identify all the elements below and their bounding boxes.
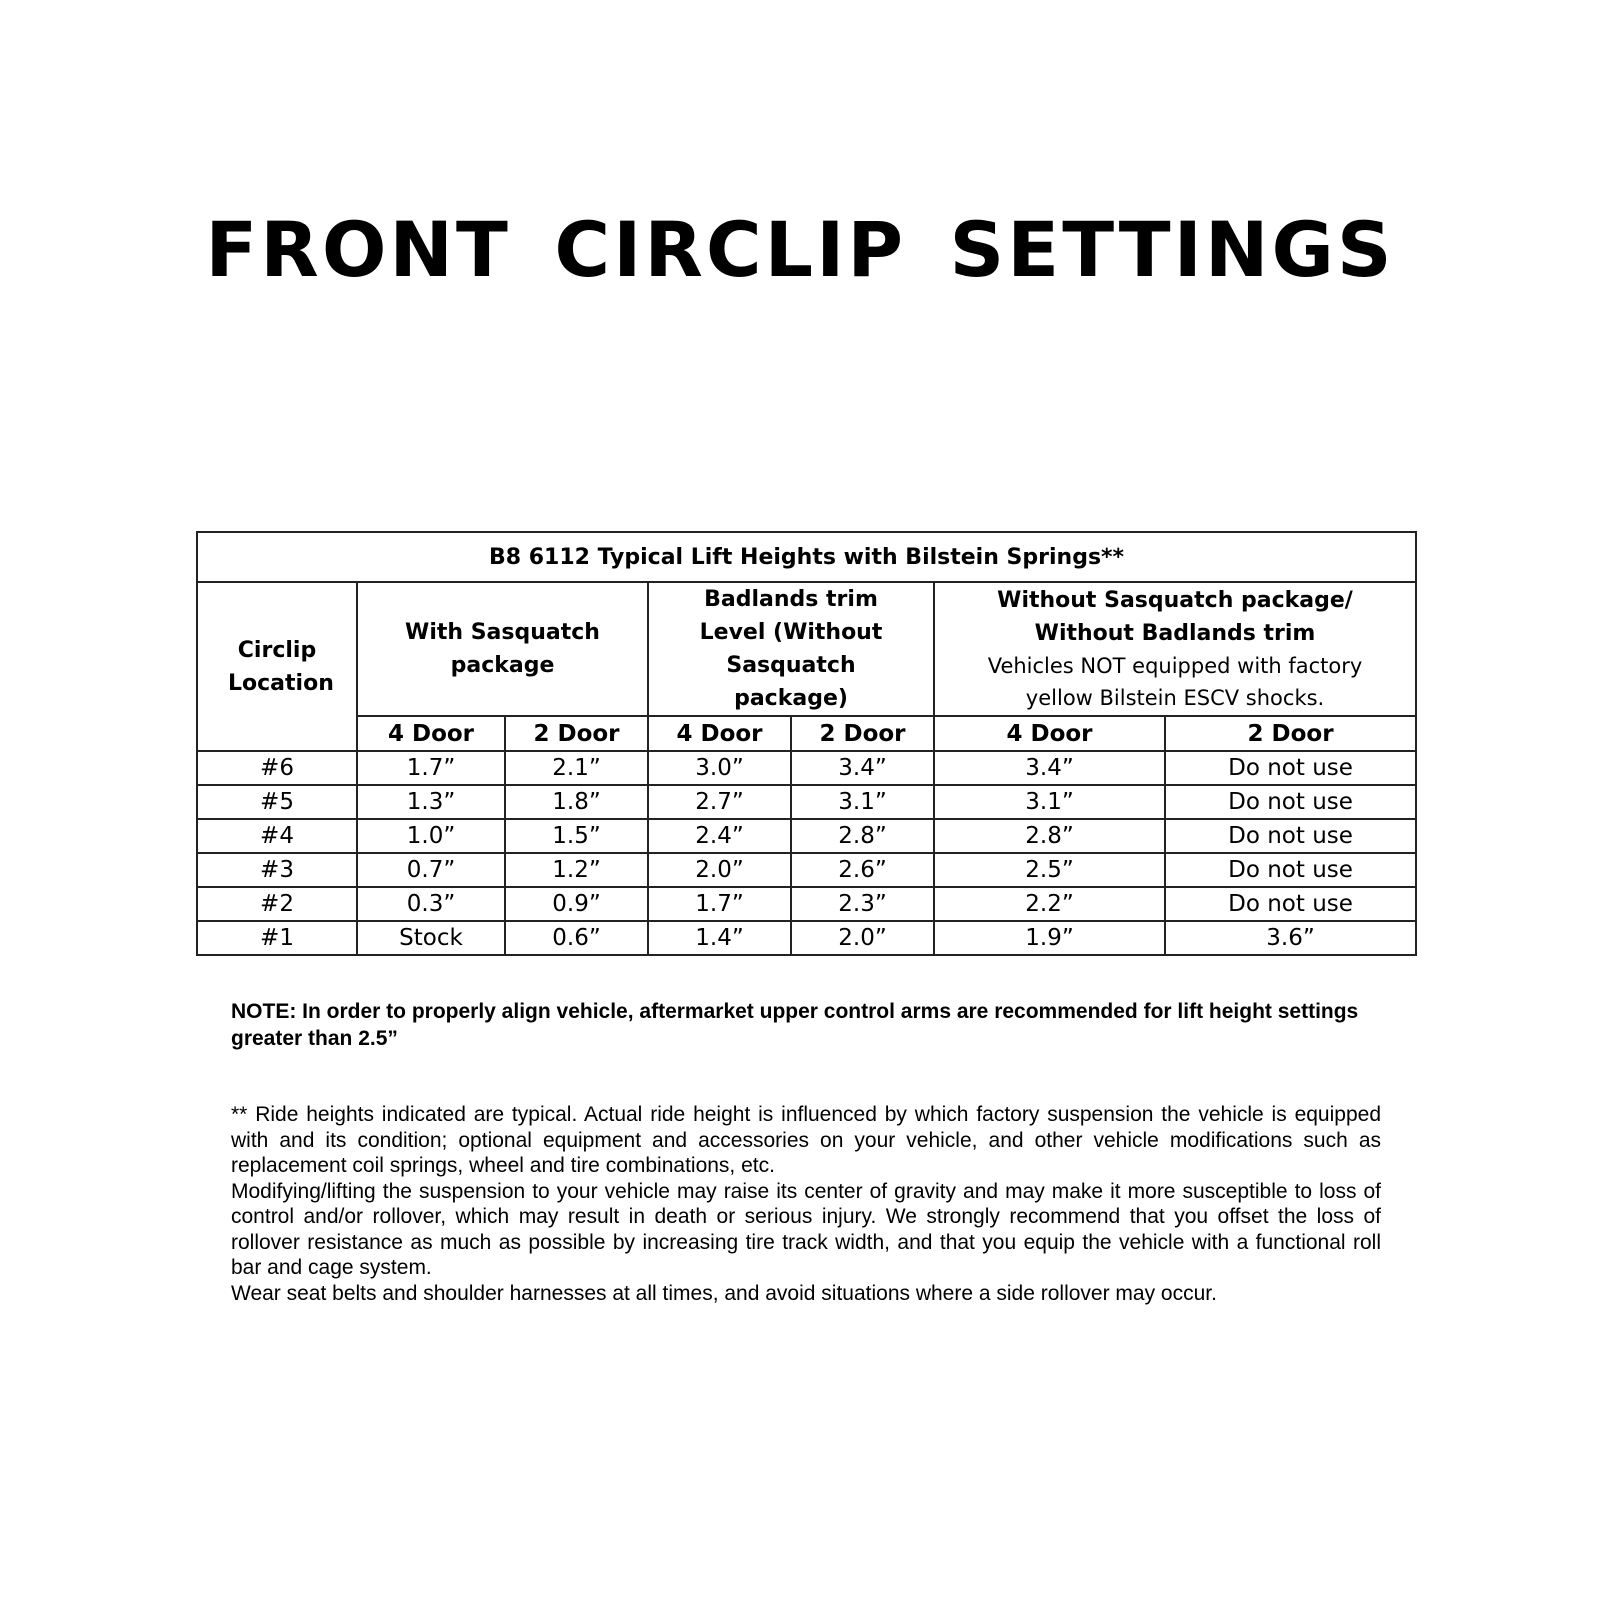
table-cell: 2.5” <box>934 853 1165 887</box>
table-cell: 2.0” <box>648 853 791 887</box>
table-cell: 1.0” <box>357 819 505 853</box>
table-cell: 1.7” <box>357 751 505 785</box>
group-header-without <box>934 582 1416 716</box>
table-cell: 1.4” <box>648 921 791 955</box>
location-cell: #5 <box>197 785 357 819</box>
door-label: 2 Door <box>1165 716 1416 751</box>
group-title: Badlands trim Level (Without Sasquatch package) <box>699 587 883 711</box>
location-cell: #1 <box>197 921 357 955</box>
page-title: FRONT CIRCLIP SETTINGS <box>205 205 1395 294</box>
table-cell: Do not use <box>1165 751 1416 785</box>
group-title: Without Sasquatch package/ Without Badlands trim <box>997 588 1353 646</box>
table-cell: 3.1” <box>791 785 934 819</box>
table-row <box>197 853 1416 887</box>
table-cell: 1.2” <box>505 853 648 887</box>
door-label: 4 Door <box>648 716 791 751</box>
group-header-sasquatch <box>357 582 648 716</box>
table-cell: 0.6” <box>505 921 648 955</box>
location-cell: #6 <box>197 751 357 785</box>
table-row <box>197 921 1416 955</box>
table-cell: 0.7” <box>357 853 505 887</box>
table-cell: Do not use <box>1165 853 1416 887</box>
table-cell: 3.1” <box>934 785 1165 819</box>
door-label: 2 Door <box>505 716 648 751</box>
table-cell: 1.9” <box>934 921 1165 955</box>
table-cell: 2.6” <box>791 853 934 887</box>
disclaimer <box>231 1102 1381 1306</box>
group-subtitle: Vehicles NOT equipped with factory yellow Bilstein ESCV shocks. <box>987 654 1363 710</box>
table-cell: 2.1” <box>505 751 648 785</box>
table-row <box>197 887 1416 921</box>
table-cell: 0.9” <box>505 887 648 921</box>
table-cell: Stock <box>357 921 505 955</box>
table-cell: 2.2” <box>934 887 1165 921</box>
disclaimer-paragraph: Modifying/lifting the suspension to your vehicle may raise its center of gravity and may make it more susceptible to loss of control and/or rollover, which may result in death or serious injury. We strongly recommend that you offset the loss of rollover resistance as much as possible by increasing tire track width, and that you equip the vehicle with a functional roll bar and cage system. <box>231 1179 1381 1279</box>
table-cell: 3.4” <box>791 751 934 785</box>
table-cell: 2.3” <box>791 887 934 921</box>
group-title: With Sasquatch package <box>405 620 600 678</box>
table-cell: 2.0” <box>791 921 934 955</box>
location-cell: #2 <box>197 887 357 921</box>
table-cell: 1.8” <box>505 785 648 819</box>
table-caption: B8 6112 Typical Lift Heights with Bilstein Springs** <box>197 532 1416 582</box>
table-row <box>197 819 1416 853</box>
disclaimer-paragraph: ** Ride heights indicated are typical. Actual ride height is influenced by which factory suspension the vehicle is equipped with and its condition; optional equipment and accessories on your vehicle, and other vehicle modifications such as replacement coil springs, wheel and tire combinations, etc. <box>231 1103 1381 1177</box>
table-cell: 3.4” <box>934 751 1165 785</box>
table-cell: Do not use <box>1165 819 1416 853</box>
door-label: 2 Door <box>791 716 934 751</box>
location-header: Circlip Location <box>197 582 357 751</box>
location-cell: #4 <box>197 819 357 853</box>
table-cell: 2.8” <box>934 819 1165 853</box>
alignment-note: NOTE: In order to properly align vehicle, aftermarket upper control arms are recommended for lift height settings greater than 2.5” <box>231 1000 1359 1050</box>
table-cell: 2.4” <box>648 819 791 853</box>
location-cell: #3 <box>197 853 357 887</box>
table-row <box>197 785 1416 819</box>
table-cell: 0.3” <box>357 887 505 921</box>
disclaimer-paragraph: Wear seat belts and shoulder harnesses at all times, and avoid situations where a side rollover may occur. <box>231 1281 1217 1305</box>
table-cell: 1.7” <box>648 887 791 921</box>
table-cell: 1.3” <box>357 785 505 819</box>
table-cell: 3.0” <box>648 751 791 785</box>
table-cell: 3.6” <box>1165 921 1416 955</box>
table-cell: 1.5” <box>505 819 648 853</box>
lift-height-table <box>196 531 1417 956</box>
table-row <box>197 751 1416 785</box>
group-header-badlands <box>648 582 934 716</box>
table-cell: Do not use <box>1165 785 1416 819</box>
door-label: 4 Door <box>934 716 1165 751</box>
door-label: 4 Door <box>357 716 505 751</box>
table-cell: 2.7” <box>648 785 791 819</box>
table-cell: 2.8” <box>791 819 934 853</box>
table-cell: Do not use <box>1165 887 1416 921</box>
